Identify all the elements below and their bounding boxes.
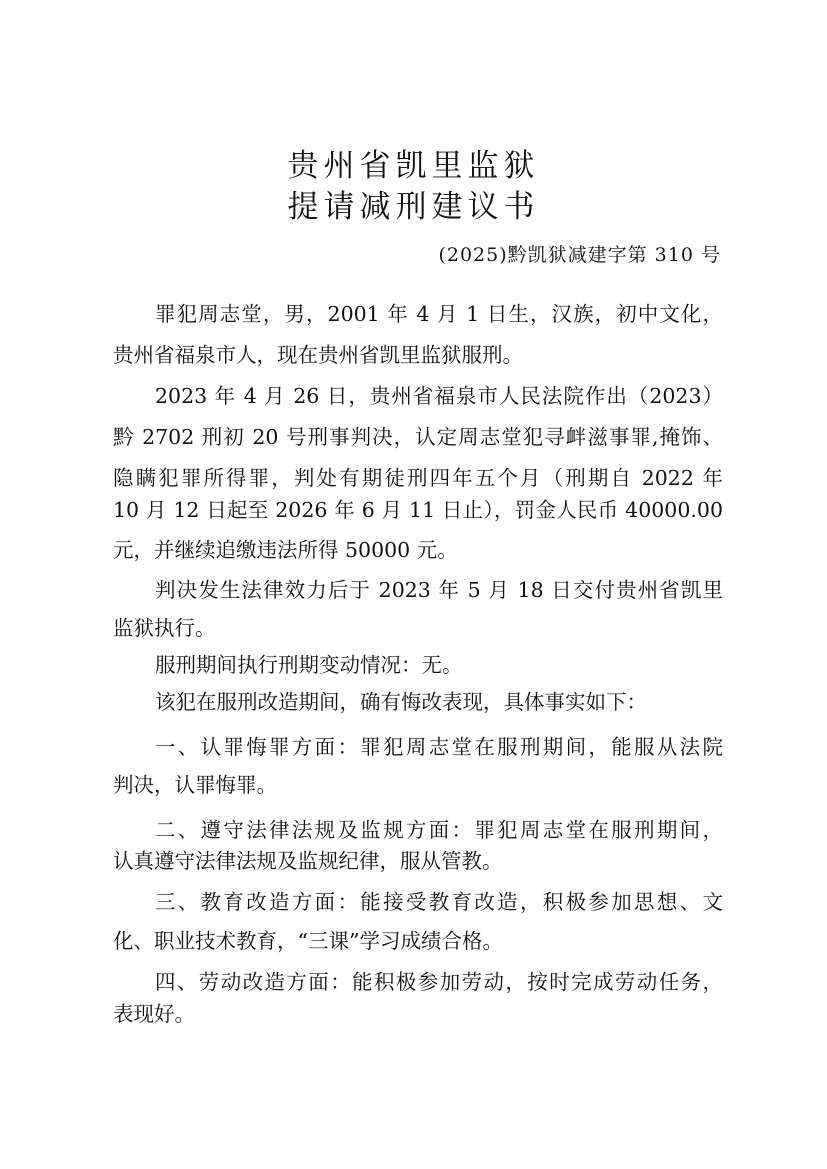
body-line: 四、劳动改造方面：能积极参加劳动，按时完成劳动任务，	[155, 970, 723, 994]
body-line: 服刑期间执行刑期变动情况：无。	[155, 653, 463, 677]
body-line: 一、认罪悔罪方面：罪犯周志堂在服刑期间，能服从法院	[155, 735, 723, 759]
body-line: 判决，认罪悔罪。	[113, 773, 277, 797]
body-line: 三、教育改造方面：能接受教育改造，积极参加思想、文	[155, 890, 723, 914]
body-line: 表现好。	[113, 1002, 195, 1026]
body-line: 2023 年 4 月 26 日，贵州省福泉市人民法院作出（2023）	[155, 384, 723, 408]
body-line: 监狱执行。	[113, 616, 216, 640]
body-line: 二、遵守法律法规及监规方面：罪犯周志堂在服刑期间，	[155, 818, 723, 842]
body-line: 判决发生法律效力后于 2023 年 5 月 18 日交付贵州省凯里	[155, 578, 723, 602]
body-line: 该犯在服刑改造期间，确有悔改表现，具体事实如下：	[155, 690, 647, 714]
body-line: 贵州省福泉市人，现在贵州省凯里监狱服刑。	[113, 343, 523, 367]
body-line: 认真遵守法律法规及监规纪律，服从管教。	[113, 849, 503, 873]
body-line: 化、职业技术教育，“三课”学习成绩合格。	[113, 929, 503, 953]
body-line: 黔 2702 刑初 20 号刑事判决，认定周志堂犯寻衅滋事罪,掩饰、	[113, 425, 723, 449]
body-line: 元，并继续追缴违法所得 50000 元。	[113, 538, 458, 562]
document-title-line2: 提请减刑建议书	[287, 189, 540, 225]
document-title-line1: 贵州省凯里监狱	[287, 148, 540, 184]
body-line: 罪犯周志堂，男，2001 年 4 月 1 日生，汉族，初中文化，	[155, 302, 723, 326]
body-line: 10 月 12 日起至 2026 年 6 月 11 日止），罚金人民币 40000.00	[113, 498, 723, 522]
document-number: (2025)黔凯狱减建字第 310 号	[438, 244, 721, 266]
body-line: 隐瞒犯罪所得罪，判处有期徒刑四年五个月（刑期自 2022 年	[113, 466, 723, 490]
